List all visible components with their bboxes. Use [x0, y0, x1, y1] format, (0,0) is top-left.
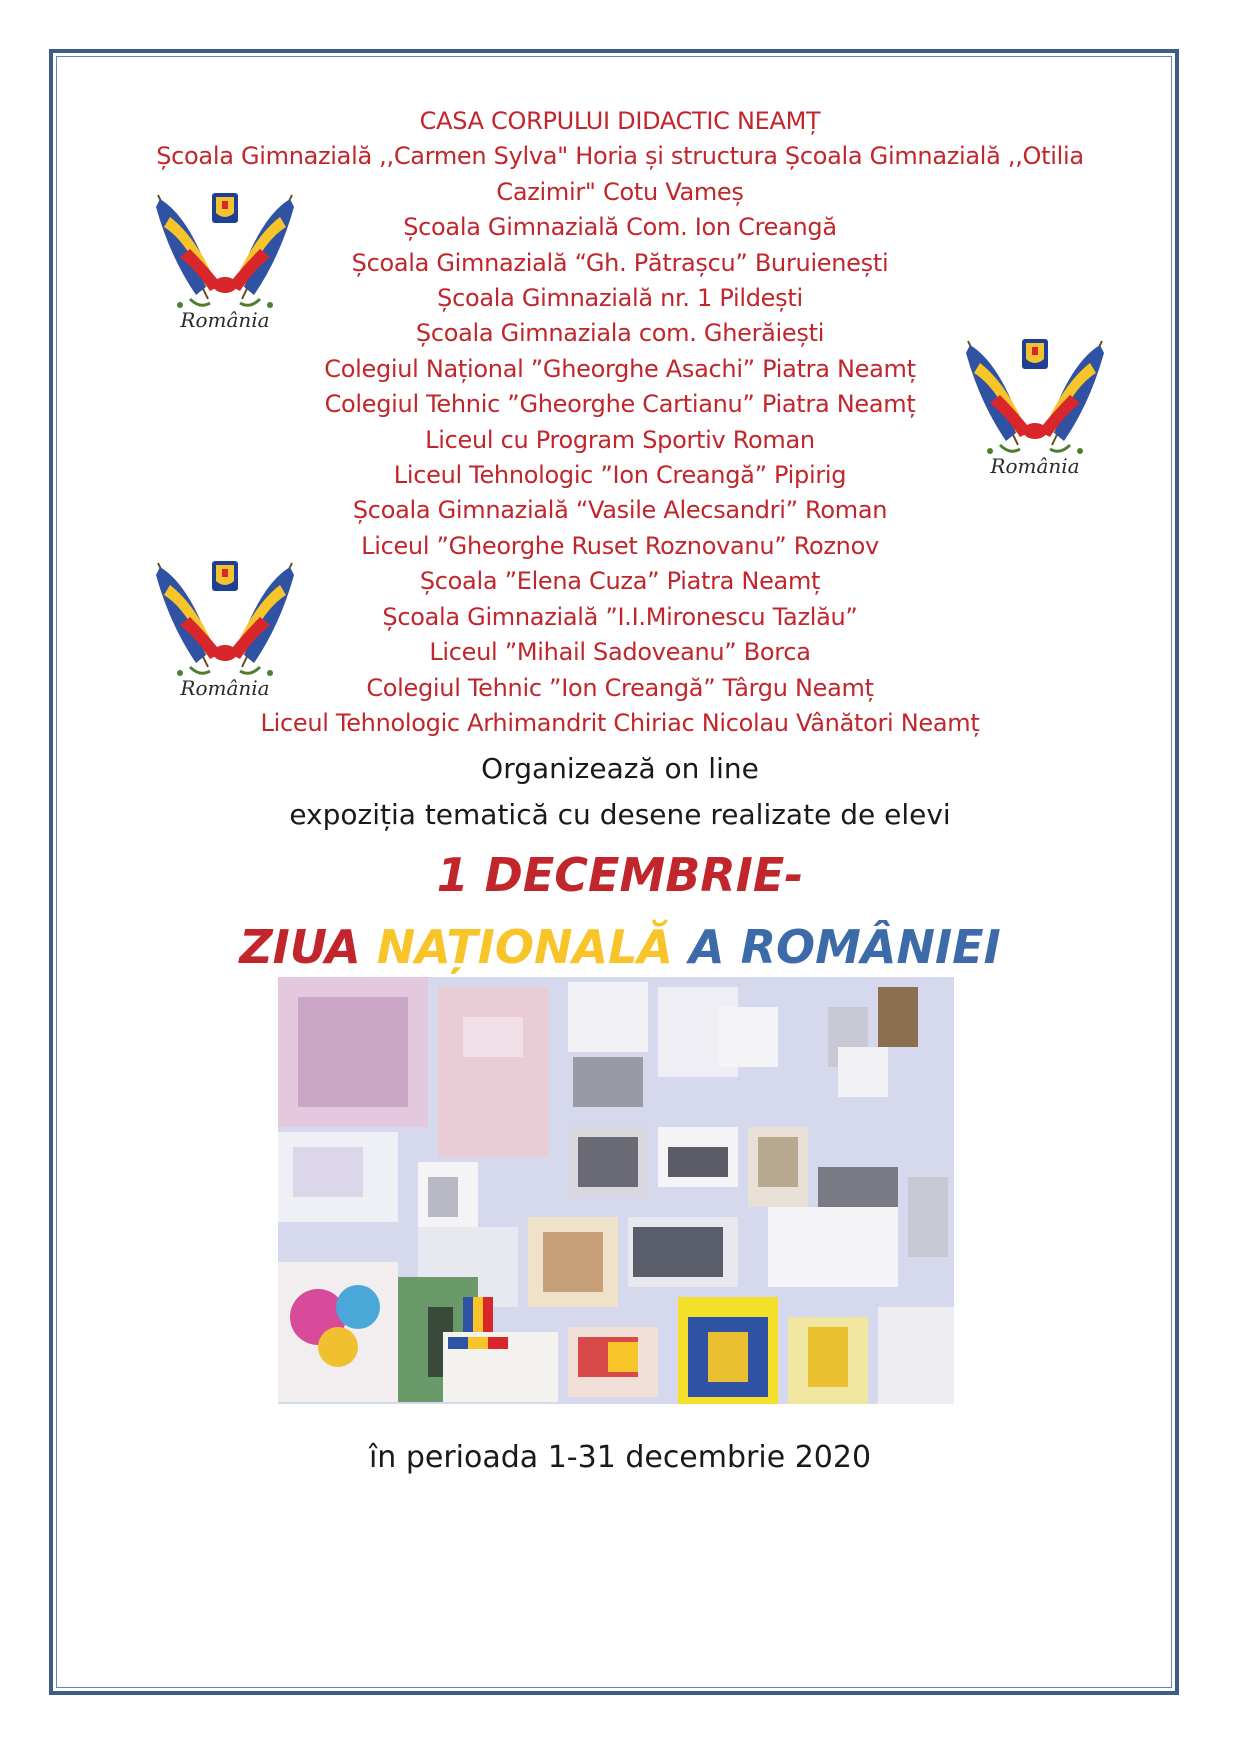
organization-line: Liceul Tehnologic ”Ion Creangă” Pipirig	[393, 461, 847, 490]
organization-line: Școala Gimnazială “Vasile Alecsandri” Roman	[352, 496, 888, 525]
organization-line: Școala Gimnazială “Gh. Pătrașcu” Buruienești	[351, 248, 889, 277]
organizes-text: Organizează on line	[481, 752, 759, 785]
period-text: în perioada 1-31 decembrie 2020	[368, 1440, 872, 1475]
organization-line: Liceul cu Program Sportiv Roman	[425, 425, 815, 454]
emblem-caption: România	[180, 308, 270, 332]
organization-line: Școala Gimnazială Com. Ion Creangă	[403, 213, 837, 242]
title-line-2	[120, 920, 1120, 974]
exhibition-board-image	[278, 977, 954, 1404]
organization-line: Liceul Tehnologic Arhimandrit Chiriac Nicolau Vânători Neamț	[260, 708, 980, 737]
emblem-caption: România	[180, 676, 270, 700]
organization-line: Colegiul Tehnic ”Ion Creangă” Târgu Neamț	[366, 673, 874, 702]
organization-line: Liceul ”Mihail Sadoveanu” Borca	[429, 638, 811, 667]
title-word-nationala: NAȚIONALĂ	[376, 920, 673, 974]
organizers-list	[120, 104, 1120, 741]
organization-line: Școala Gimnaziala com. Gherăiești	[415, 319, 825, 348]
exhibition-photo	[278, 977, 954, 1404]
organization-line: Cazimir" Cotu Vameș	[496, 177, 744, 206]
title-word-ziua: ZIUA	[239, 920, 361, 974]
title-line-1: 1 DECEMBRIE-	[436, 848, 804, 902]
exhibition-description: expoziția tematică cu desene realizate de elevi	[289, 798, 951, 831]
organization-line: Școala Gimnazială ”I.I.Mironescu Tazlău”	[382, 602, 858, 631]
institution-heading: CASA CORPULUI DIDACTIC NEAMȚ	[419, 107, 821, 135]
organization-line: Colegiul Tehnic ”Gheorghe Cartianu” Piatra Neamț	[324, 390, 916, 419]
organization-line: Școala Gimnazială ,,Carmen Sylva" Horia și structura Școala Gimnazială ,,Otilia	[156, 142, 1084, 171]
title-word-a-romaniei: A ROMÂNIEI	[689, 920, 1001, 974]
organization-line: Școala ”Elena Cuza” Piatra Neamț	[419, 567, 821, 596]
organization-line: Liceul ”Gheorghe Ruset Roznovanu” Roznov	[361, 531, 879, 560]
organization-line: Școala Gimnazială nr. 1 Pildești	[437, 284, 803, 313]
emblem-caption: România	[990, 454, 1080, 478]
organization-line: Colegiul Național ”Gheorghe Asachi” Piatra Neamț	[324, 354, 916, 383]
